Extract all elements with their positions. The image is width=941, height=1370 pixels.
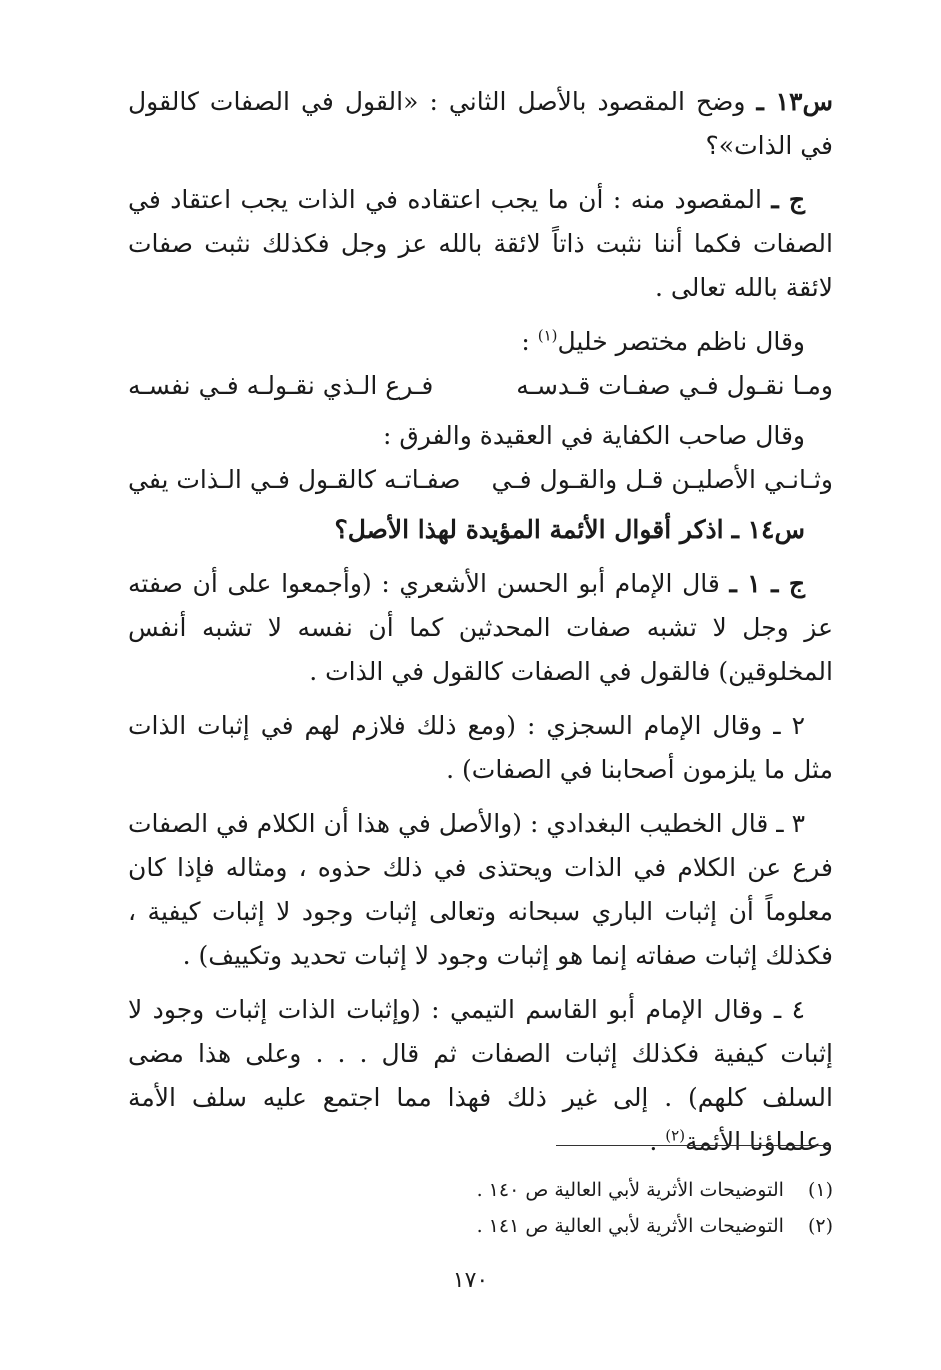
verse-hemistich-left: فـرع الـذي نقـولـه فـي نفسـه [128, 371, 434, 400]
footnote-separator [556, 1145, 831, 1146]
verse-hemistich-right: وثـانـي الأصليـن قـل والقـول فـي [491, 465, 833, 494]
question-label: س١٤ ـ [731, 515, 805, 544]
answer-14-1 [128, 562, 833, 694]
page-body [128, 80, 833, 1174]
footnote-number: (١) [807, 1179, 833, 1201]
poet-intro-2: وقال صاحب الكفاية في العقيدة والفرق : [382, 421, 805, 450]
footnote-ref: (١) [537, 326, 558, 345]
answer-14-3 [128, 802, 833, 978]
footnote [128, 1172, 833, 1208]
answer-text: وقال الإمام أبو القاسم التيمي : (وإثبات الذات إثبات وجود لا إثبات كيفية فكذلك إثبات الصفات ثم قال . . . وعلى هذا مضى السلف كلهم) . إلى غير ذلك فهذا مما اجتمع عليه سلف الأمة وعلماؤنا الأئمة [128, 995, 833, 1156]
verse-2 [128, 458, 833, 502]
answer-14-4 [128, 988, 833, 1164]
question-text: اذكر أقوال الأئمة المؤيدة لهذا الأصل؟ [334, 515, 724, 544]
question-label: س١٣ ـ [756, 87, 833, 116]
verse-hemistich-right: ومـا نقـول فـي صفـات قـدسـه [516, 371, 833, 400]
poet-intro-1 [128, 320, 833, 364]
answer-label: ج ـ ١ ـ [729, 569, 805, 598]
question-13 [128, 80, 833, 168]
answer-13 [128, 178, 833, 310]
footnote [128, 1208, 833, 1244]
answer-label: ٢ ـ [773, 711, 805, 740]
question-text: وضح المقصود بالأصل الثاني : «القول في الصفات كالقول في الذات»؟ [128, 87, 833, 160]
verse-1 [128, 364, 833, 408]
answer-label: ج ـ [771, 185, 805, 214]
answer-text: قال الإمام أبو الحسن الأشعري : (وأجمعوا على أن صفته عز وجل لا تشبه صفات المحدثين كما أن نفسه لا تشبه أنفس المخلوقين) فالقول في الصفات كالقول في الذات . [128, 569, 833, 686]
colon: : [521, 327, 530, 356]
answer-label: ٣ ـ [776, 809, 805, 838]
footnotes [128, 1172, 833, 1244]
verse-hemistich-left: صفـاتـه كالقـول فـي الـذات يفي [128, 465, 461, 494]
question-14 [128, 508, 833, 552]
footnote-text: التوضيحات الأثرية لأبي العالية ص ١٤٠ . [476, 1179, 784, 1201]
answer-text: المقصود منه : أن ما يجب اعتقاده في الذات يجب اعتقاد في الصفات فكما أننا نثبت ذاتاً لائقة بالله عز وجل فكذلك نثبت صفات لائقة بالله تعالى . [128, 185, 833, 302]
footnote-ref: (٢) [665, 1126, 686, 1145]
footnote-number: (٢) [807, 1215, 833, 1237]
page-number: ١٧٠ [452, 1268, 489, 1293]
answer-label: ٤ ـ [773, 995, 805, 1024]
footnote-text: التوضيحات الأثرية لأبي العالية ص ١٤١ . [476, 1215, 784, 1237]
sentence-end: . [649, 1127, 666, 1156]
answer-14-2 [128, 704, 833, 792]
answer-text: وقال الإمام السجزي : (ومع ذلك فلازم لهم في إثبات الذات مثل ما يلزمون أصحابنا في الصفات) . [128, 711, 833, 784]
answer-text: قال الخطيب البغدادي : (والأصل في هذا أن الكلام في الصفات فرع عن الكلام في الذات ويحتذى في ذلك حذوه ، ومثاله فإذا كان معلوماً أن إثبات الباري سبحانه وتعالى إثبات وجود لا إثبات كيفية ، فكذلك إثبات صفاته إنما هو إثبات وجود لا إثبات تحديد وتكييف) . [128, 809, 833, 970]
poet-intro-text: وقال ناظم مختصر خليل [557, 327, 805, 356]
